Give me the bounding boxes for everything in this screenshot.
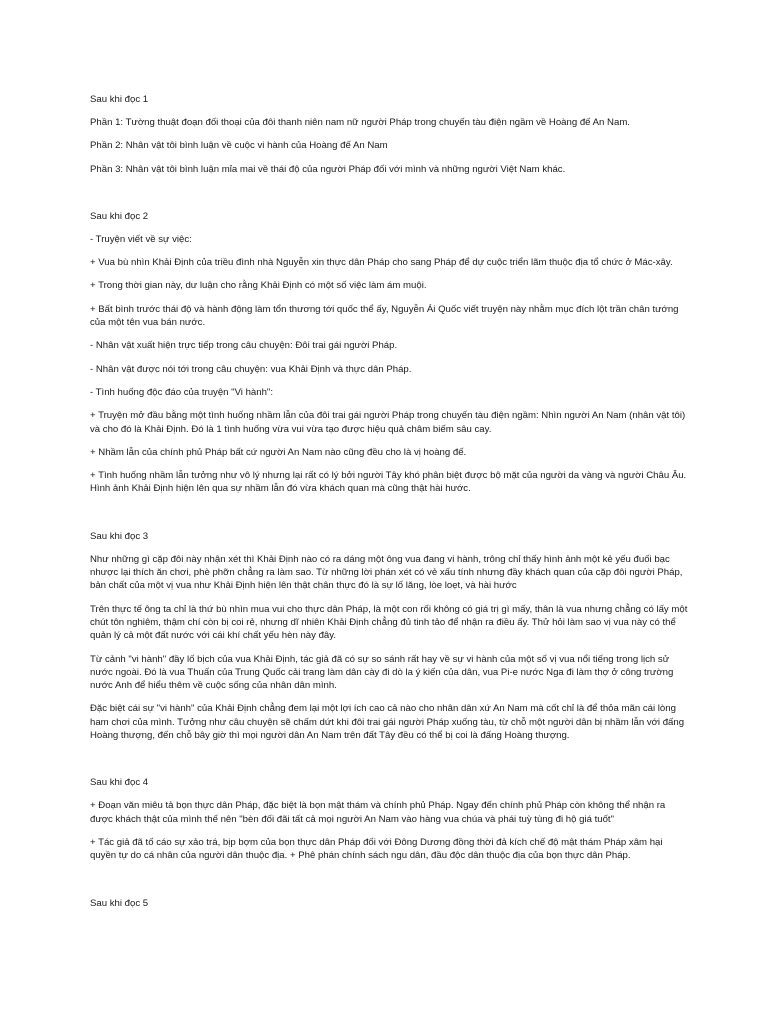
paragraph: + Truyện mở đầu bằng một tình huống nhầm lẫn của đôi trai gái người Pháp trong chuyến tàu điện ngầm: Nhìn người An Nam (nhân vật tôi) và cho đó là Khải Định. Đó là 1 tình huống vừa vui vừa tạo được hiệu quả châm biếm sâu cay. xyxy=(90,410,686,435)
section-4 xyxy=(90,776,688,862)
section-heading: Sau khi đọc 4 xyxy=(90,777,149,789)
paragraph: Đặc biệt cái sự "vi hành" của Khải Định chẳng đem lại một lợi ích cao cả nào cho nhân dân xứ An Nam mà cốt chỉ là để thỏa mãn cái lòng ham chơi của mình. Tưởng như câu chuyện sẽ chấm dứt khi đôi trai gái người Pháp xuống tàu, từ chỗ một người dân bị nhầm lẫn với đấng Hoàng thượng, đến chỗ bây giờ thì mọi người dân An Nam trên đất Tây đều có thể bị coi là đấng Hoàng thượng. xyxy=(90,703,685,742)
section-1 xyxy=(90,93,688,176)
section-2 xyxy=(90,210,688,496)
paragraph: Như những gì cặp đôi này nhận xét thì Khải Định nào có ra dáng một ông vua đang vi hành, trông chỉ thấy hình ảnh một kẻ yếu đuối bạc nhược lại thích ăn chơi, phè phỡn chẳng ra làm sao. Từ những lời phán xét có vẻ xấu tính nhưng đầy khách quan của cặp đôi người Pháp, bản chất của một vị vua như Khải Định hiện lên thật chân thực đó là sự lố lăng, lòe loẹt, và hài hước xyxy=(90,553,683,592)
section-spacer xyxy=(90,873,688,897)
section-heading: Sau khi đọc 2 xyxy=(90,210,149,222)
section-spacer xyxy=(90,186,688,210)
paragraph: Phần 1: Tường thuật đoạn đối thoại của đôi thanh niên nam nữ người Pháp trong chuyến tàu điện ngầm về Hoàng đế An Nam. xyxy=(90,117,630,128)
section-spacer xyxy=(90,506,688,530)
paragraph: + Tác giả đã tố cáo sự xảo trá, bịp bợm của bọn thực dân Pháp đối với Đông Dương đồng thời đả kích chế độ mật thám Pháp xâm hại quyền tự do cá nhân của người dân thuộc địa. + Phê phán chính sách ngu dân, đầu độc dân thuộc địa của bọn thực dân Pháp. xyxy=(90,836,663,862)
paragraph: + Đoạn văn miêu tả bọn thực dân Pháp, đặc biệt là bọn mật thám và chính phủ Pháp. Ngay đến chính phủ Pháp còn không thể nhận ra được khách thật của mình thế nên "bèn đối đãi tất cả mọi người An Nam vào hàng vua chúa và phái tuỳ tùng đi hộ giá tuốt" xyxy=(90,800,666,825)
paragraph: Phần 2: Nhân vật tôi bình luận về cuộc vi hành của Hoàng đế An Nam xyxy=(90,140,388,152)
paragraph: + Nhầm lẫn của chính phủ Pháp bất cứ người An Nam nào cũng đều cho là vị hoàng đế. xyxy=(90,446,467,458)
paragraph: Phần 3: Nhân vật tôi bình luận mỉa mai về thái độ của người Pháp đối với mình và những người Việt Nam khác. xyxy=(90,163,566,175)
paragraph: Trên thực tế ông ta chỉ là thứ bù nhìn mua vui cho thực dân Pháp, là một con rối không có giá trị gì mấy, thân là vua nhưng chẳng có lấy một chút tôn nghiêm, thậm chí còn bị coi rẻ, nhưng dĩ nhiên Khải Định chẳng đủ tinh tảo để nhận ra điều ấy. Thử hỏi làm sao vị vua này có thể quản lý cả một đất nước với cái khí chất yếu hèn này đây. xyxy=(90,603,688,642)
paragraph: Từ cảnh "vi hành" đầy lố bịch của vua Khải Định, tác giả đã có sự so sánh rất hay về sự vi hành của một số vị vua nổi tiếng trong lịch sử nước ngoài. Đó là vua Thuấn của Trung Quốc cải trang làm dân cày đi dò la ý kiến của dân, vua Pi-e nước Nga đi làm thợ ở công trường nước Anh để hiểu thêm về cuộc sống của nhân dân mình. xyxy=(90,653,674,692)
paragraph: + Trong thời gian này, dư luận cho rằng Khải Định có một số việc làm ám muội. xyxy=(90,280,427,292)
section-5 xyxy=(90,897,688,910)
paragraph: - Nhân vật xuất hiện trực tiếp trong câu chuyện: Đôi trai gái người Pháp. xyxy=(90,340,398,352)
paragraph: - Tình huống độc đáo của truyện "Vi hành": xyxy=(90,386,274,398)
section-heading: Sau khi đọc 3 xyxy=(90,530,149,542)
paragraph: + Vua bù nhìn Khải Định của triều đình nhà Nguyễn xin thực dân Pháp cho sang Pháp để dự cuộc triển lãm thuộc địa tổ chức ở Mác-xây. xyxy=(90,257,673,269)
section-3 xyxy=(90,530,688,743)
paragraph: + Tình huống nhầm lẫn tưởng như vô lý nhưng lại rất có lý bởi người Tây khó phân biệt được bộ mặt của người da vàng và người Châu Âu. Hình ảnh Khải Định hiện lên qua sự nhầm lẫn đó vừa khách quan mà cũng thật hài hước. xyxy=(90,470,687,495)
paragraph: - Truyện viết về sự việc: xyxy=(90,233,192,245)
section-heading: Sau khi đọc 5 xyxy=(90,897,149,909)
section-spacer xyxy=(90,752,688,776)
paragraph: - Nhân vật được nói tới trong câu chuyện: vua Khải Định và thực dân Pháp. xyxy=(90,363,412,375)
paragraph: + Bất bình trước thái độ và hành động làm tổn thương tới quốc thể ấy, Nguyễn Ái Quốc viết truyện này nhằm mục đích lột trần chân tướng của một tên vua bán nước. xyxy=(90,303,679,329)
section-heading: Sau khi đọc 1 xyxy=(90,94,149,105)
